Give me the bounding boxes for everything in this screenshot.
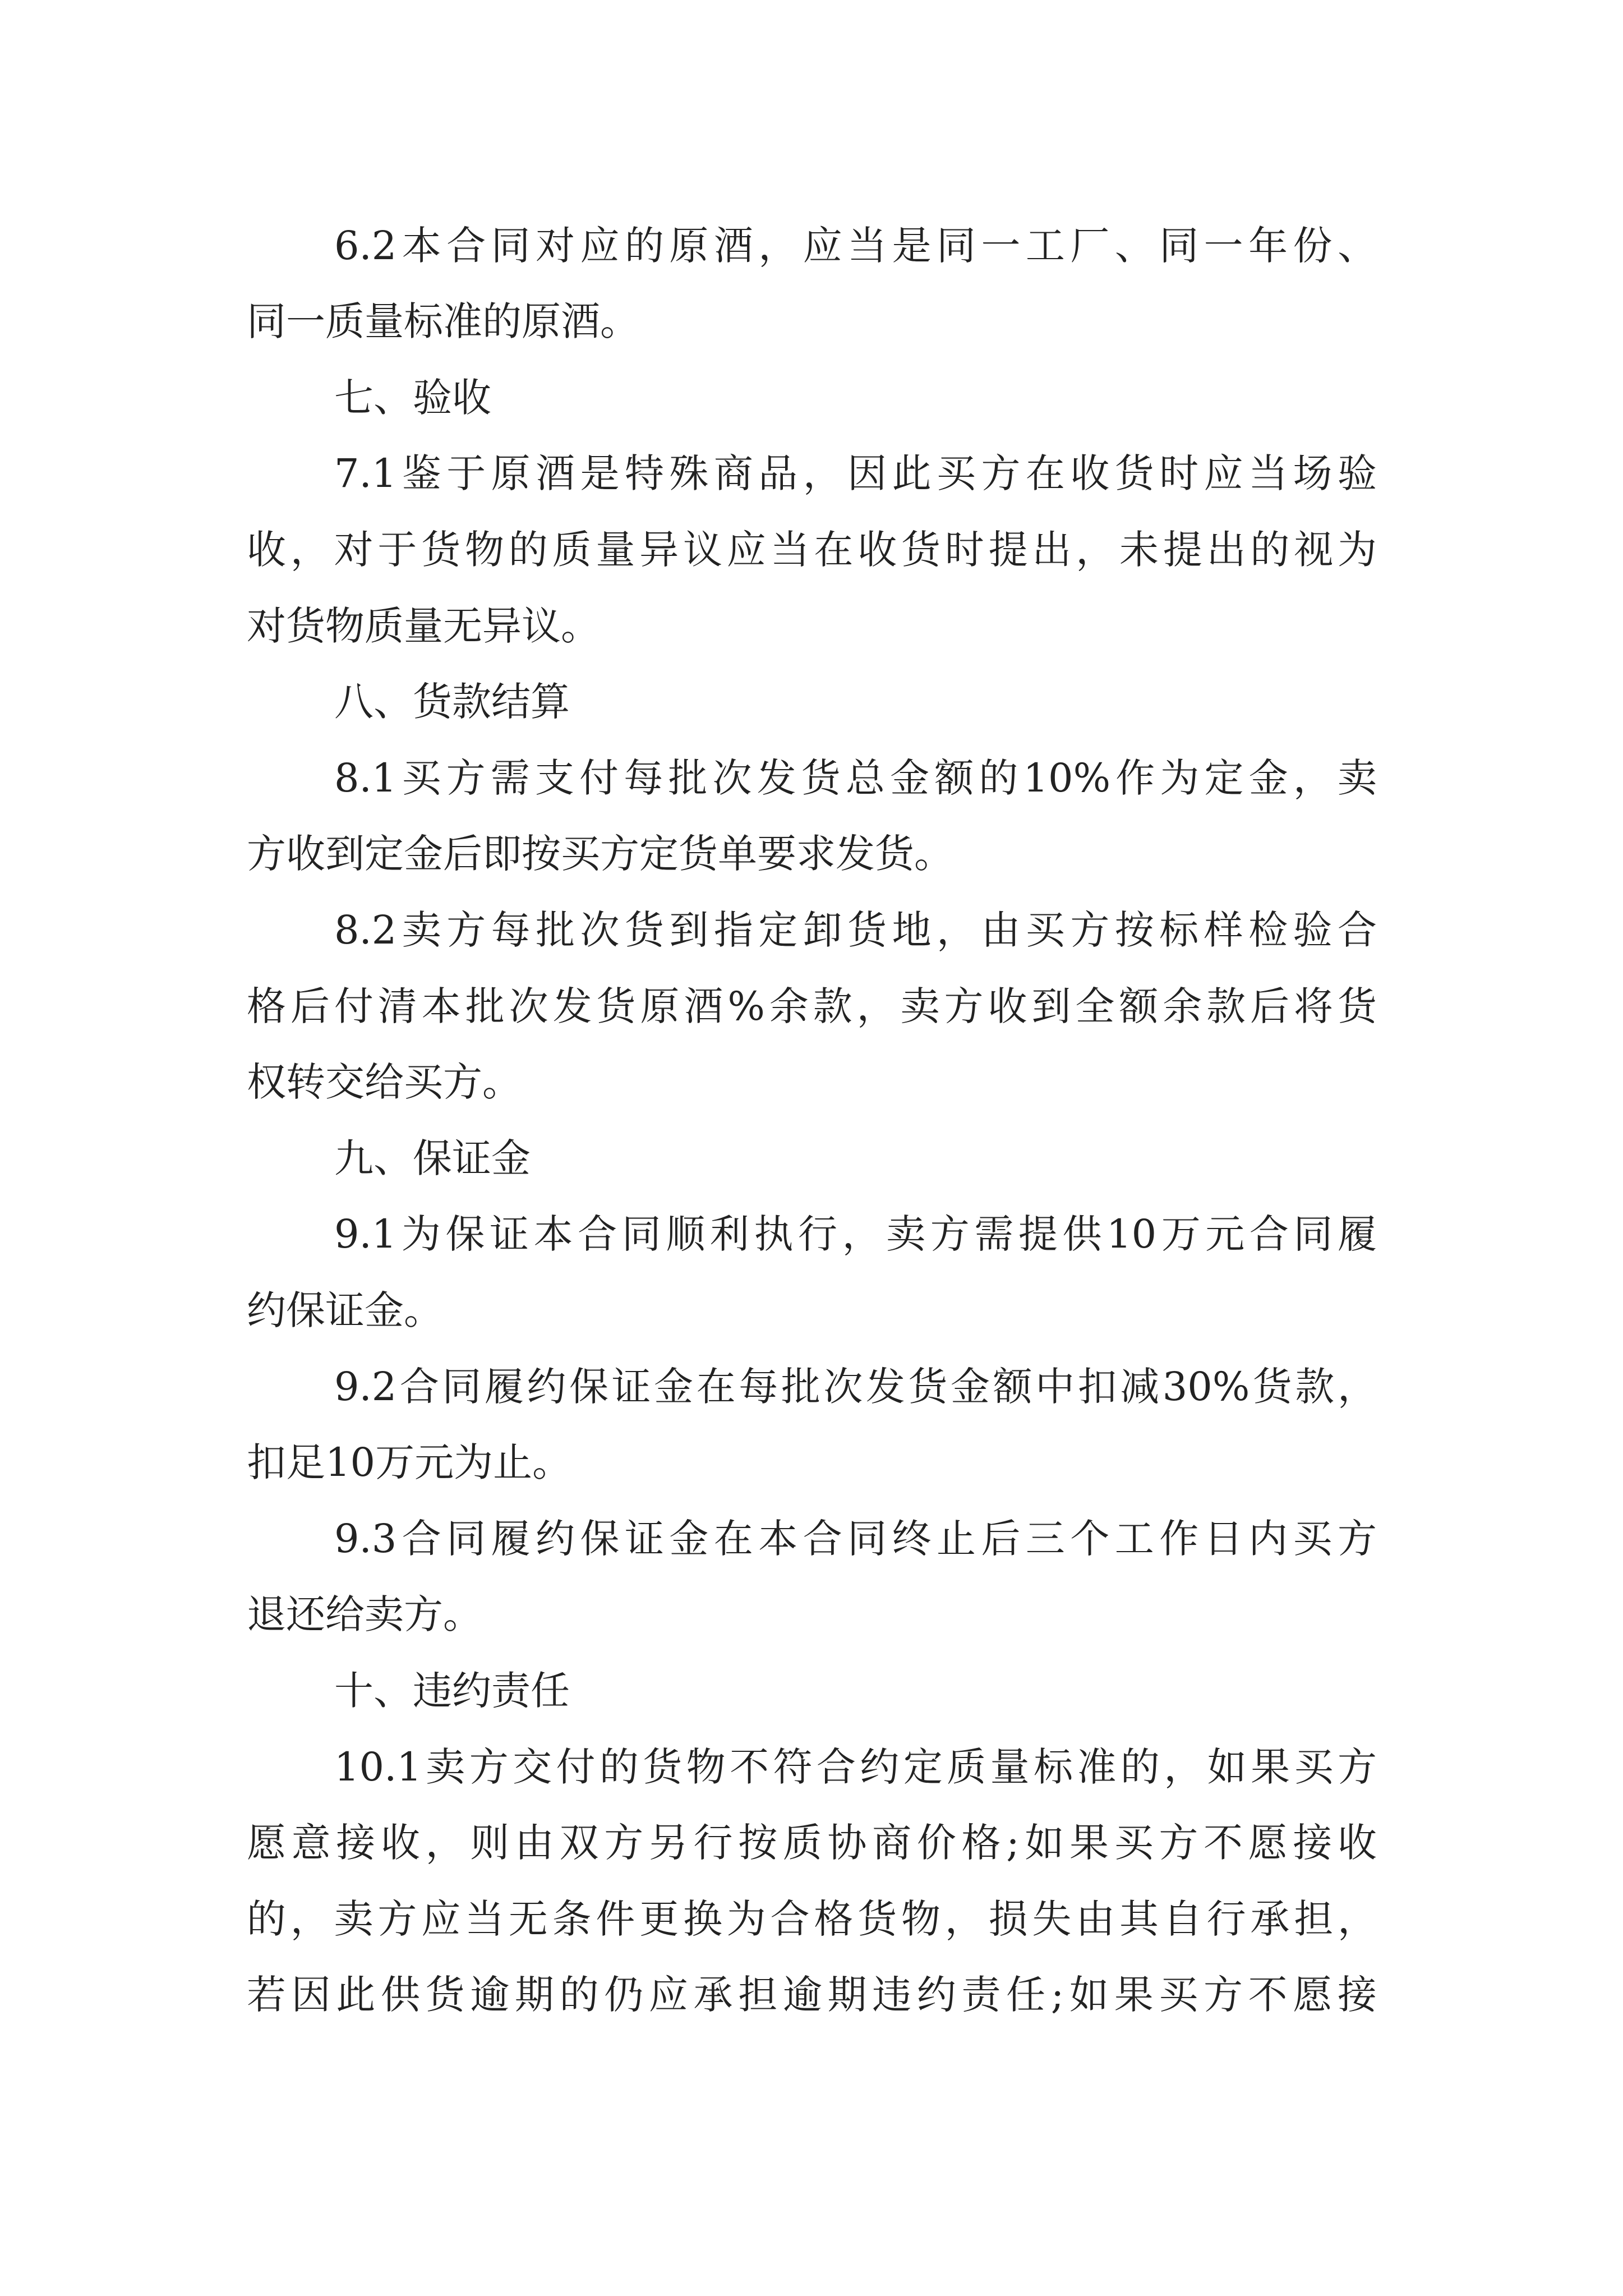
text-line: 方收到定金后即按买方定货单要求发货。 [247, 831, 953, 877]
text-line: 约保证金。 [247, 1287, 443, 1333]
text-line: 6.2本合同对应的原酒，应当是同一工厂、同一年份、 [334, 223, 1377, 269]
text-line: 收，对于货物的质量异议应当在收货时提出，未提出的视为 [247, 527, 1377, 573]
text-line: 同一质量标准的原酒。 [247, 298, 639, 344]
text-line: 10.1卖方交付的货物不符合约定质量标准的，如果买方 [334, 1744, 1377, 1790]
text-line: 7.1鉴于原酒是特殊商品，因此买方在收货时应当场验 [334, 450, 1377, 496]
text-line: 9.2合同履约保证金在每批次发货金额中扣减30%货款， [334, 1364, 1377, 1410]
text-line: 格后付清本批次发货原酒%余款，卖方收到全额余款后将货 [247, 983, 1377, 1029]
section-heading: 七、验收 [334, 375, 491, 421]
text-line: 扣足10万元为止。 [247, 1439, 572, 1485]
section-heading: 八、货款结算 [334, 679, 570, 725]
section-heading: 十、违约责任 [334, 1668, 570, 1714]
text-line: 若因此供货逾期的仍应承担逾期违约责任;如果买方不愿接 [247, 1972, 1377, 2018]
text-line: 退还给卖方。 [247, 1591, 482, 1637]
text-line: 权转交给买方。 [247, 1059, 522, 1105]
section-heading: 九、保证金 [334, 1135, 531, 1181]
text-line: 对货物质量无异议。 [247, 603, 600, 649]
text-line: 的，卖方应当无条件更换为合格货物，损失由其自行承担， [247, 1896, 1377, 1942]
text-line: 8.1买方需支付每批次发货总金额的10%作为定金，卖 [334, 755, 1377, 801]
text-line: 8.2卖方每批次货到指定卸货地，由买方按标样检验合 [334, 907, 1377, 953]
text-line: 愿意接收，则由双方另行按质协商价格;如果买方不愿接收 [247, 1820, 1377, 1866]
text-line: 9.1为保证本合同顺利执行，卖方需提供10万元合同履 [334, 1211, 1377, 1257]
text-line: 9.3合同履约保证金在本合同终止后三个工作日内买方 [334, 1516, 1377, 1562]
